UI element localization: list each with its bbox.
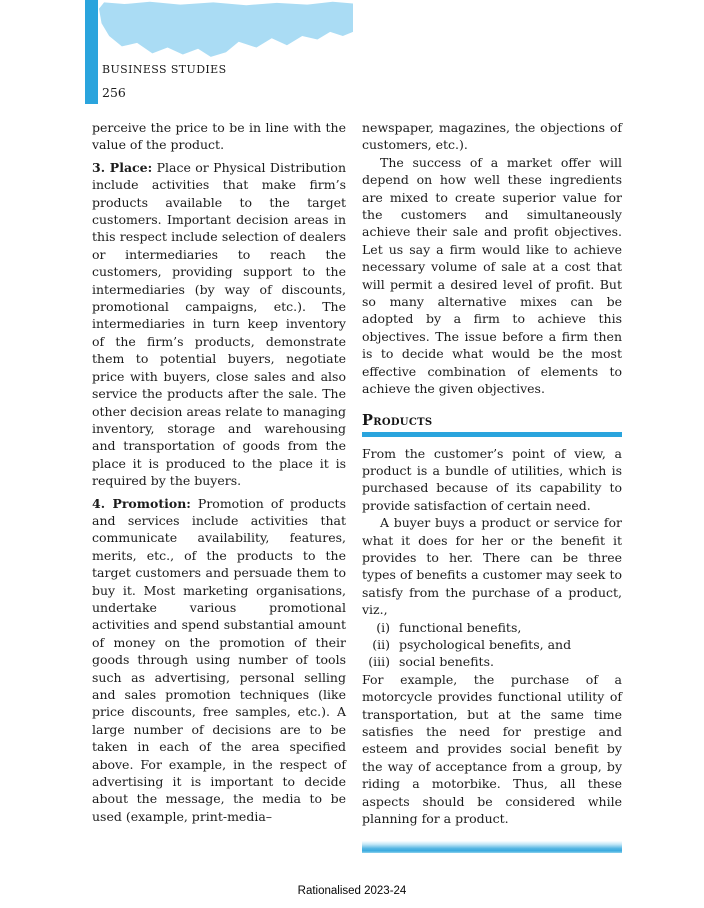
paragraph-text: From the customer’s point of view, a product is a bundle of utilities, which is purchased because of its capability to provide satisfaction of certain need. [362,445,622,513]
paragraph-text: newspaper, magazines, the objections of customers, etc.). [362,120,622,153]
list-item-text: psychological benefits, and [399,636,572,652]
page-number: 256 [102,85,126,100]
paragraph-text: The success of a market offer will depend on how well these ingredients are mixed to create superior value for the customers and simultaneously achieve their sale and profit objectives. Let us say a firm would like to achieve necessary volume of sale at a cost that will permit a desired level of profit. But so many alternative mixes can be adopted by a firm to achieve this objectives. The issue before a firm then is to decide what would be the most effective combination of elements to achieve the given objectives. [362,154,622,397]
list-item-marker: (i) [376,619,390,635]
products-section-heading: Products [362,411,433,429]
paragraph-text: Place or Physical Distribution include activities that make firm’s products available to the target customers. Important decision areas in this respect include selection of dealers or intermediaries to reach the customers, providing support to the intermediaries (by way of discounts, promotional campaigns, etc.). The intermediaries in turn keep inventory of the firm’s products, demonstrate them to potential buyers, negotiate price with buyers, close sales and also service the products after the sale. The other decision areas relate to managing inventory, storage and warehousing and transportation of goods from the place it is produced to the place it is required by the buyers. [92,159,347,489]
torn-paper-decoration [99,0,353,58]
paragraph-buyer-benefits [362,514,622,618]
promotion-lead-label: 4. Promotion: [92,495,191,511]
list-item-text: social benefits. [399,654,494,670]
bottom-gradient-bar [362,841,622,853]
place-lead-label: 3. Place: [92,159,153,175]
paragraph-market-offer [362,154,622,398]
paragraph-text: For example, the purchase of a motorcycle provides functional utility of transportation, but at the same time satisfies the need for prestige and esteem and provides social benefit by the way of acceptance from a group, by riding a motorbike. Thus, all these aspects should be considered while planning for a product. [362,671,622,827]
list-item-marker: (iii) [368,654,390,670]
benefits-list [362,619,622,671]
paragraph-continuation [362,119,622,154]
book-title: BUSINESS STUDIES [102,63,227,76]
right-column [362,119,622,853]
paragraph-promotion [92,495,346,826]
list-item [362,619,622,636]
paragraph-place [92,159,346,490]
list-item-text: functional benefits, [399,619,522,635]
paragraph-product-definition [362,445,622,515]
paragraph-text: perceive the price to be in line with the value of the product. [92,120,346,153]
paragraph-continuation [92,119,346,154]
products-heading-underline [362,432,622,437]
footer-text: Rationalised 2023-24 [297,885,407,897]
paragraph-motorcycle-example [362,671,622,828]
left-column [92,119,346,825]
list-item-marker: (ii) [372,636,390,652]
list-item [362,653,622,670]
paragraph-text: A buyer buys a product or service for what it does for her or the benefit it provides to her. There can be three types of benefits a customer may seek to satisfy from the purchase of a product, viz., [362,515,622,618]
left-accent-bar [85,0,98,104]
paragraph-text: Promotion of products and services include activities that communicate availability, features, merits, etc., of the products to the target customers and persuade them to buy it. Most marketing organisations, undertake various promotional activities and spend substantial amount of money on the promotion of their goods through using number of tools such as advertising, personal selling and sales promotion techniques (like price discounts, free samples, etc.). A large number of decisions are to be taken in each of the area specified above. For example, in the respect of advertising it is important to decide about the message, the media to be used (example, print-media– [92,495,346,824]
list-item [362,636,622,653]
